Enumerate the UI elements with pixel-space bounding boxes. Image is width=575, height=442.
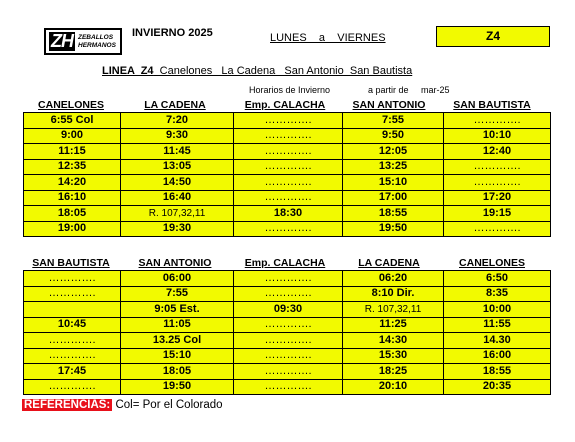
time-cell: 11:55 bbox=[444, 317, 551, 333]
column-header: SAN ANTONIO bbox=[352, 99, 426, 111]
outbound-header bbox=[23, 98, 545, 112]
time-cell: …………. bbox=[234, 286, 343, 302]
time-cell: 9:30 bbox=[121, 128, 234, 144]
references bbox=[22, 399, 223, 411]
table-row bbox=[24, 317, 551, 333]
time-cell: …………. bbox=[24, 271, 121, 287]
time-cell: 15:30 bbox=[343, 348, 444, 364]
time-cell: 6:55 Col bbox=[24, 113, 121, 129]
time-cell: 15:10 bbox=[343, 175, 444, 191]
time-cell: 18:05 bbox=[24, 206, 121, 222]
time-cell: 10:10 bbox=[444, 128, 551, 144]
column-header: SAN ANTONIO bbox=[138, 257, 212, 269]
time-cell bbox=[24, 302, 121, 318]
time-cell: 10:45 bbox=[24, 317, 121, 333]
time-cell: 12:35 bbox=[24, 159, 121, 175]
time-cell: 7:20 bbox=[121, 113, 234, 129]
time-cell: 14:30 bbox=[343, 333, 444, 349]
time-cell: 18:05 bbox=[121, 364, 234, 380]
table-row bbox=[24, 206, 551, 222]
time-cell: R. 107,32,11 bbox=[343, 302, 444, 318]
time-cell: …………. bbox=[234, 271, 343, 287]
time-cell: …………. bbox=[234, 364, 343, 380]
time-cell: 9:00 bbox=[24, 128, 121, 144]
time-cell: 11:25 bbox=[343, 317, 444, 333]
table-row bbox=[24, 221, 551, 237]
table-row bbox=[24, 190, 551, 206]
outbound-schedule bbox=[23, 98, 545, 237]
time-cell: …………. bbox=[234, 379, 343, 395]
table-row bbox=[24, 144, 551, 160]
table-row bbox=[24, 379, 551, 395]
time-cell: 17:20 bbox=[444, 190, 551, 206]
time-cell: 9:50 bbox=[343, 128, 444, 144]
column-header: LA CADENA bbox=[358, 257, 420, 269]
time-cell: …………. bbox=[444, 175, 551, 191]
time-cell: 19:50 bbox=[343, 221, 444, 237]
time-cell: 19:15 bbox=[444, 206, 551, 222]
time-cell: 13.25 Col bbox=[121, 333, 234, 349]
column-header: Emp. CALACHA bbox=[244, 99, 326, 111]
table-row bbox=[24, 159, 551, 175]
references-tag: REFERENCIAS: bbox=[24, 399, 111, 411]
time-cell: 14:50 bbox=[121, 175, 234, 191]
time-cell: 7:55 bbox=[121, 286, 234, 302]
time-cell: 16:40 bbox=[121, 190, 234, 206]
time-cell: 14:20 bbox=[24, 175, 121, 191]
time-cell: …………. bbox=[234, 175, 343, 191]
time-cell: …………. bbox=[234, 348, 343, 364]
time-cell: 13:25 bbox=[343, 159, 444, 175]
time-cell: 06:00 bbox=[121, 271, 234, 287]
time-cell: 19:30 bbox=[121, 221, 234, 237]
outbound-table bbox=[23, 112, 551, 237]
table-row bbox=[24, 348, 551, 364]
time-cell: 9:05 Est. bbox=[121, 302, 234, 318]
time-cell: …………. bbox=[234, 128, 343, 144]
logo-brand-line-1: ZEBALLOS bbox=[78, 34, 114, 41]
table-row bbox=[24, 128, 551, 144]
time-cell: …………. bbox=[234, 190, 343, 206]
inbound-table bbox=[23, 270, 551, 395]
time-cell: 12:40 bbox=[444, 144, 551, 160]
time-cell: …………. bbox=[234, 317, 343, 333]
time-cell: …………. bbox=[444, 159, 551, 175]
table-row bbox=[24, 286, 551, 302]
line-title bbox=[102, 65, 412, 77]
time-cell: 19:00 bbox=[24, 221, 121, 237]
line-label: LINEA Z4 bbox=[102, 65, 154, 77]
season-title: INVIERNO 2025 bbox=[132, 27, 213, 39]
time-cell: 20:10 bbox=[343, 379, 444, 395]
time-cell: 16:00 bbox=[444, 348, 551, 364]
column-header: Emp. CALACHA bbox=[244, 257, 326, 269]
service-days: LUNES a VIERNES bbox=[270, 32, 386, 44]
column-header: SAN BAUTISTA bbox=[453, 99, 531, 111]
time-cell: 7:55 bbox=[343, 113, 444, 129]
time-cell: R. 107,32,11 bbox=[121, 206, 234, 222]
time-cell: …………. bbox=[234, 159, 343, 175]
table-row bbox=[24, 113, 551, 129]
table-row bbox=[24, 175, 551, 191]
winter-schedule-note: Horarios de Invierno bbox=[249, 85, 331, 95]
column-header: SAN BAUTISTA bbox=[32, 257, 110, 269]
time-cell: 18:30 bbox=[234, 206, 343, 222]
time-cell: 8:35 bbox=[444, 286, 551, 302]
time-cell: …………. bbox=[444, 221, 551, 237]
table-row bbox=[24, 302, 551, 318]
time-cell: 06:20 bbox=[343, 271, 444, 287]
time-cell: 16:10 bbox=[24, 190, 121, 206]
time-cell: 11:15 bbox=[24, 144, 121, 160]
time-cell: …………. bbox=[234, 113, 343, 129]
route-code-badge: Z4 bbox=[436, 26, 550, 47]
time-cell: 17:45 bbox=[24, 364, 121, 380]
time-cell: …………. bbox=[234, 144, 343, 160]
column-header: CANELONES bbox=[38, 99, 104, 111]
time-cell: 09:30 bbox=[234, 302, 343, 318]
inbound-header bbox=[23, 256, 545, 270]
column-header: LA CADENA bbox=[144, 99, 206, 111]
time-cell: …………. bbox=[234, 221, 343, 237]
column-header: CANELONES bbox=[459, 257, 525, 269]
inbound-schedule bbox=[23, 256, 545, 395]
time-cell: …………. bbox=[24, 379, 121, 395]
time-cell: 18:55 bbox=[444, 364, 551, 380]
line-stops: Canelones La Cadena San Antonio San Bautista bbox=[153, 65, 413, 77]
table-row bbox=[24, 333, 551, 349]
time-cell: 20:35 bbox=[444, 379, 551, 395]
time-cell: 18:25 bbox=[343, 364, 444, 380]
time-cell: …………. bbox=[24, 333, 121, 349]
time-cell: …………. bbox=[24, 348, 121, 364]
time-cell: 12:05 bbox=[343, 144, 444, 160]
time-cell: 11:05 bbox=[121, 317, 234, 333]
time-cell: 13:05 bbox=[121, 159, 234, 175]
time-cell: 6:50 bbox=[444, 271, 551, 287]
time-cell: …………. bbox=[234, 333, 343, 349]
logo-brand bbox=[78, 34, 116, 49]
time-cell: …………. bbox=[444, 113, 551, 129]
time-cell: 10:00 bbox=[444, 302, 551, 318]
logo-mark: ZH bbox=[51, 31, 73, 51]
logo-brand-line-2: HERMANOS bbox=[78, 41, 116, 49]
time-cell: …………. bbox=[24, 286, 121, 302]
time-cell: 18:55 bbox=[343, 206, 444, 222]
valid-from-date: mar-25 bbox=[421, 85, 450, 95]
table-row bbox=[24, 271, 551, 287]
references-text: Col= Por el Colorado bbox=[112, 399, 223, 411]
time-cell: 14.30 bbox=[444, 333, 551, 349]
valid-from-label: a partir de bbox=[368, 85, 409, 95]
company-logo bbox=[44, 28, 122, 55]
time-cell: 15:10 bbox=[121, 348, 234, 364]
time-cell: 8:10 Dir. bbox=[343, 286, 444, 302]
table-row bbox=[24, 364, 551, 380]
time-cell: 11:45 bbox=[121, 144, 234, 160]
time-cell: 19:50 bbox=[121, 379, 234, 395]
time-cell: 17:00 bbox=[343, 190, 444, 206]
